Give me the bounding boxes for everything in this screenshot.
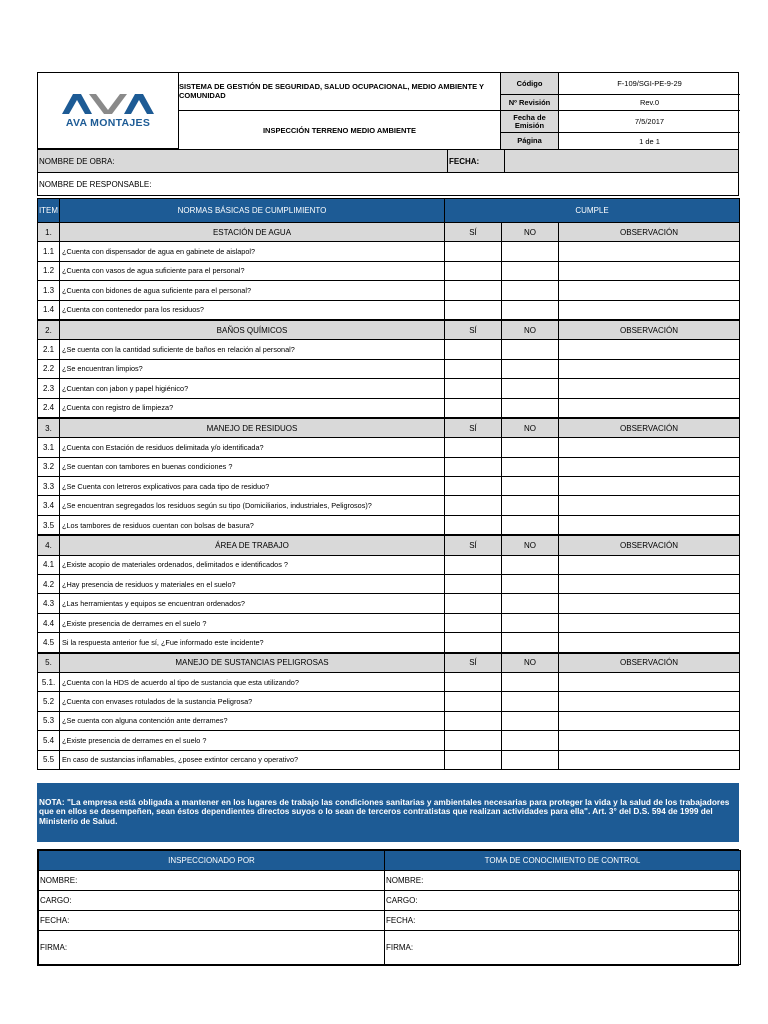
item-question: ¿Cuenta con bidones de agua suficiente para el personal? [60, 281, 445, 300]
item-number: 1.2 [38, 261, 60, 280]
codigo-label: Código [501, 73, 559, 95]
system-title: SISTEMA DE GESTIÓN DE SEGURIDAD, SALUD OCUPACIONAL, MEDIO AMBIENTE Y COMUNIDAD [179, 73, 501, 111]
item-question: ¿Cuenta con dispensador de agua en gabinete de aislapol? [60, 242, 445, 261]
si-cell[interactable] [445, 242, 502, 261]
observacion-cell[interactable] [559, 672, 740, 691]
no-cell[interactable] [502, 457, 559, 476]
no-column-label: NO [502, 418, 559, 438]
item-number: 2.2 [38, 359, 60, 378]
checklist-row [38, 672, 740, 691]
item-number: 3.3 [38, 477, 60, 496]
si-cell[interactable] [445, 613, 502, 632]
observacion-cell[interactable] [559, 496, 740, 515]
si-column-label: SÍ [445, 223, 502, 242]
codigo-value: F-109/SGI-PE-9-29 [559, 73, 740, 95]
obra-label: NOMBRE DE OBRA: [38, 150, 448, 172]
item-question: ¿Cuenta con la HDS de acuerdo al tipo de sustancia que esta utilizando? [60, 672, 445, 691]
si-cell[interactable] [445, 731, 502, 750]
item-number: 3.2 [38, 457, 60, 476]
section-row [38, 223, 740, 242]
no-cell[interactable] [502, 438, 559, 457]
item-number: 5.5 [38, 750, 60, 769]
fecha-emision-label: Fecha de Emisión [501, 111, 559, 133]
si-cell[interactable] [445, 711, 502, 730]
si-cell[interactable] [445, 496, 502, 515]
observacion-cell[interactable] [559, 711, 740, 730]
left-fecha-field[interactable]: FECHA: [39, 910, 385, 930]
no-column-label: NO [502, 535, 559, 555]
section-title: ESTACIÓN DE AGUA [60, 223, 445, 242]
si-cell[interactable] [445, 340, 502, 359]
observacion-cell[interactable] [559, 340, 740, 359]
observacion-column-label: OBSERVACIÓN [559, 418, 740, 438]
normas-header: NORMAS BÁSICAS DE CUMPLIMIENTO [60, 199, 445, 223]
item-number: 3.5 [38, 515, 60, 535]
no-cell[interactable] [502, 692, 559, 711]
right-fecha-field[interactable]: FECHA: [385, 910, 741, 930]
si-cell[interactable] [445, 398, 502, 418]
item-number: 4.5 [38, 633, 60, 653]
no-column-label: NO [502, 653, 559, 673]
si-cell[interactable] [445, 379, 502, 398]
si-column-label: SÍ [445, 535, 502, 555]
item-question: ¿Los tambores de residuos cuentan con bolsas de basura? [60, 515, 445, 535]
no-cell[interactable] [502, 340, 559, 359]
item-question: Si la respuesta anterior fue sí, ¿Fue informado este incidente? [60, 633, 445, 653]
observacion-column-label: OBSERVACIÓN [559, 223, 740, 242]
no-cell[interactable] [502, 594, 559, 613]
item-question: ¿Se Cuenta con letreros explicativos para cada tipo de residuo? [60, 477, 445, 496]
si-cell[interactable] [445, 575, 502, 594]
item-question: ¿Se encuentran segregados los residuos según su tipo (Domiciliarios, industriales, Peligrosos)? [60, 496, 445, 515]
no-cell[interactable] [502, 398, 559, 418]
si-column-label: SÍ [445, 653, 502, 673]
company-logo [38, 73, 179, 149]
observacion-cell[interactable] [559, 261, 740, 280]
checklist-row [38, 731, 740, 750]
section-row [38, 535, 740, 555]
right-cargo-field[interactable]: CARGO: [385, 890, 741, 910]
si-cell[interactable] [445, 594, 502, 613]
no-cell[interactable] [502, 281, 559, 300]
checklist-row [38, 340, 740, 359]
signature-block [37, 849, 739, 966]
revision-value: Rev.0 [559, 95, 740, 111]
checklist-row [38, 555, 740, 574]
checklist-row [38, 594, 740, 613]
revision-label: Nº Revisión [501, 95, 559, 111]
checklist-row [38, 633, 740, 653]
item-number: 1.3 [38, 281, 60, 300]
item-number: 4.3 [38, 594, 60, 613]
left-nombre-field[interactable]: NOMBRE: [39, 870, 385, 890]
observacion-cell[interactable] [559, 242, 740, 261]
no-cell[interactable] [502, 672, 559, 691]
section-title: MANEJO DE SUSTANCIAS PELIGROSAS [60, 653, 445, 673]
pagina-label: Página [501, 133, 559, 149]
checklist-row [38, 613, 740, 632]
fecha-label: FECHA: [448, 150, 505, 172]
logo-text: AVA MONTAJES [65, 116, 151, 129]
item-number: 2.1 [38, 340, 60, 359]
no-cell[interactable] [502, 242, 559, 261]
inspection-form [37, 72, 739, 966]
item-number: 4.1 [38, 555, 60, 574]
ava-logo-icon [62, 93, 154, 115]
item-question: ¿Cuenta con vasos de agua suficiente para el personal? [60, 261, 445, 280]
observacion-column-label: OBSERVACIÓN [559, 320, 740, 340]
item-number: 2.4 [38, 398, 60, 418]
checklist-row [38, 457, 740, 476]
observacion-column-label: OBSERVACIÓN [559, 535, 740, 555]
checklist-row [38, 359, 740, 378]
si-cell[interactable] [445, 692, 502, 711]
section-row [38, 418, 740, 438]
inspeccionado-header: INSPECCIONADO POR [39, 850, 385, 870]
section-number: 2. [38, 320, 60, 340]
section-row [38, 320, 740, 340]
no-cell[interactable] [502, 711, 559, 730]
section-title: ÁREA DE TRABAJO [60, 535, 445, 555]
no-column-label: NO [502, 320, 559, 340]
observacion-cell[interactable] [559, 555, 740, 574]
observacion-cell[interactable] [559, 300, 740, 320]
item-number: 4.2 [38, 575, 60, 594]
section-number: 1. [38, 223, 60, 242]
si-cell[interactable] [445, 300, 502, 320]
no-cell[interactable] [502, 359, 559, 378]
observacion-cell[interactable] [559, 575, 740, 594]
item-number: 2.3 [38, 379, 60, 398]
si-cell[interactable] [445, 438, 502, 457]
no-column-label: NO [502, 223, 559, 242]
item-question: ¿Cuenta con Estación de residuos delimitada y/o identificada? [60, 438, 445, 457]
checklist-row [38, 281, 740, 300]
no-cell[interactable] [502, 750, 559, 769]
checklist-row [38, 438, 740, 457]
section-number: 3. [38, 418, 60, 438]
si-column-label: SÍ [445, 418, 502, 438]
si-cell[interactable] [445, 281, 502, 300]
pagina-value: 1 de 1 [639, 136, 660, 146]
left-cargo-field[interactable]: CARGO: [39, 890, 385, 910]
item-question: En caso de sustancias inflamables, ¿posee extintor cercano y operativo? [60, 750, 445, 769]
observacion-cell[interactable] [559, 731, 740, 750]
no-cell[interactable] [502, 379, 559, 398]
section-title: MANEJO DE RESIDUOS [60, 418, 445, 438]
item-question: ¿Existe presencia de derrames en el suelo ? [60, 613, 445, 632]
checklist-row [38, 750, 740, 769]
checklist-row [38, 575, 740, 594]
checklist-table [37, 198, 740, 770]
item-question: ¿Se cuenta con la cantidad suficiente de baños en relación al personal? [60, 340, 445, 359]
item-question: ¿Cuentan con jabon y papel higiénico? [60, 379, 445, 398]
toma-conocimiento-header: TOMA DE CONOCIMIENTO DE CONTROL [385, 850, 741, 870]
no-cell[interactable] [502, 613, 559, 632]
cumple-header: CUMPLE [445, 199, 740, 223]
right-firma-field[interactable]: FIRMA: [385, 930, 741, 964]
no-cell[interactable] [502, 261, 559, 280]
checklist-row [38, 515, 740, 535]
item-question: ¿Se cuenta con alguna contención ante derrames? [60, 711, 445, 730]
item-number: 3.1 [38, 438, 60, 457]
si-cell[interactable] [445, 359, 502, 378]
form-header [37, 72, 739, 150]
checklist-row [38, 477, 740, 496]
section-row [38, 653, 740, 673]
item-question: ¿Hay presencia de residuos y materiales en el suelo? [60, 575, 445, 594]
item-number: 5.2 [38, 692, 60, 711]
observacion-cell[interactable] [559, 692, 740, 711]
observacion-cell[interactable] [559, 379, 740, 398]
section-number: 4. [38, 535, 60, 555]
observacion-cell[interactable] [559, 594, 740, 613]
item-question: ¿Cuenta con contenedor para los residuos? [60, 300, 445, 320]
no-cell[interactable] [502, 555, 559, 574]
checklist-row [38, 242, 740, 261]
si-cell[interactable] [445, 457, 502, 476]
observacion-cell[interactable] [559, 457, 740, 476]
checklist-row [38, 398, 740, 418]
checklist-row [38, 300, 740, 320]
nota-box: NOTA: "La empresa está obligada a mantener en los lugares de trabajo las condiciones sanitarias y ambientales necesarias para proteger la vida y la salud de los trabajadores que en ellos se desempeñen, sean éstos dependientes directos suyos o lo sean de terceros contratistas que realizan actividades para ella". Art. 3° del D.S. 594 de 1999 del Ministerio de Salud. [37, 783, 739, 842]
checklist-row [38, 692, 740, 711]
right-nombre-field[interactable]: NOMBRE: [385, 870, 741, 890]
item-number: 1.4 [38, 300, 60, 320]
si-cell[interactable] [445, 261, 502, 280]
form-info [37, 150, 739, 196]
item-number: 5.4 [38, 731, 60, 750]
no-cell[interactable] [502, 575, 559, 594]
checklist-row [38, 711, 740, 730]
item-question: ¿Existe presencia de derrames en el suelo ? [60, 731, 445, 750]
observacion-column-label: OBSERVACIÓN [559, 653, 740, 673]
observacion-cell[interactable] [559, 477, 740, 496]
observacion-cell[interactable] [559, 515, 740, 535]
si-cell[interactable] [445, 633, 502, 653]
item-question: ¿Cuenta con registro de limpieza? [60, 398, 445, 418]
no-cell[interactable] [502, 515, 559, 535]
document-title: INSPECCIÓN TERRENO MEDIO AMBIENTE [179, 111, 501, 149]
observacion-cell[interactable] [559, 633, 740, 653]
item-number: 5.1. [38, 672, 60, 691]
item-question: ¿Existe acopio de materiales ordenados, delimitados e identificados ? [60, 555, 445, 574]
left-firma-field[interactable]: FIRMA: [39, 930, 385, 964]
no-cell[interactable] [502, 300, 559, 320]
item-number: 5.3 [38, 711, 60, 730]
observacion-cell[interactable] [559, 613, 740, 632]
no-cell[interactable] [502, 731, 559, 750]
item-question: ¿Se encuentran limpios? [60, 359, 445, 378]
responsable-label: NOMBRE DE RESPONSABLE: [39, 179, 152, 189]
checklist-row [38, 496, 740, 515]
item-number: 4.4 [38, 613, 60, 632]
checklist-row [38, 261, 740, 280]
fecha-field[interactable] [505, 150, 738, 172]
item-header: ITEM [38, 199, 60, 223]
section-title: BAÑOS QUÍMICOS [60, 320, 445, 340]
item-number: 1.1 [38, 242, 60, 261]
observacion-cell[interactable] [559, 359, 740, 378]
no-cell[interactable] [502, 633, 559, 653]
observacion-cell[interactable] [559, 281, 740, 300]
si-cell[interactable] [445, 555, 502, 574]
section-number: 5. [38, 653, 60, 673]
observacion-cell[interactable] [559, 750, 740, 769]
observacion-cell[interactable] [559, 438, 740, 457]
item-question: ¿Se cuentan con tambores en buenas condiciones ? [60, 457, 445, 476]
item-number: 3.4 [38, 496, 60, 515]
si-cell[interactable] [445, 477, 502, 496]
item-question: ¿Cuenta con envases rotulados de la sustancia Peligrosa? [60, 692, 445, 711]
si-cell[interactable] [445, 515, 502, 535]
si-column-label: SÍ [445, 320, 502, 340]
observacion-cell[interactable] [559, 398, 740, 418]
item-question: ¿Las herramientas y equipos se encuentran ordenados? [60, 594, 445, 613]
checklist-row [38, 379, 740, 398]
si-cell[interactable] [445, 750, 502, 769]
no-cell[interactable] [502, 496, 559, 515]
si-cell[interactable] [445, 672, 502, 691]
fecha-emision-value: 7/5/2017 [559, 111, 740, 133]
no-cell[interactable] [502, 477, 559, 496]
